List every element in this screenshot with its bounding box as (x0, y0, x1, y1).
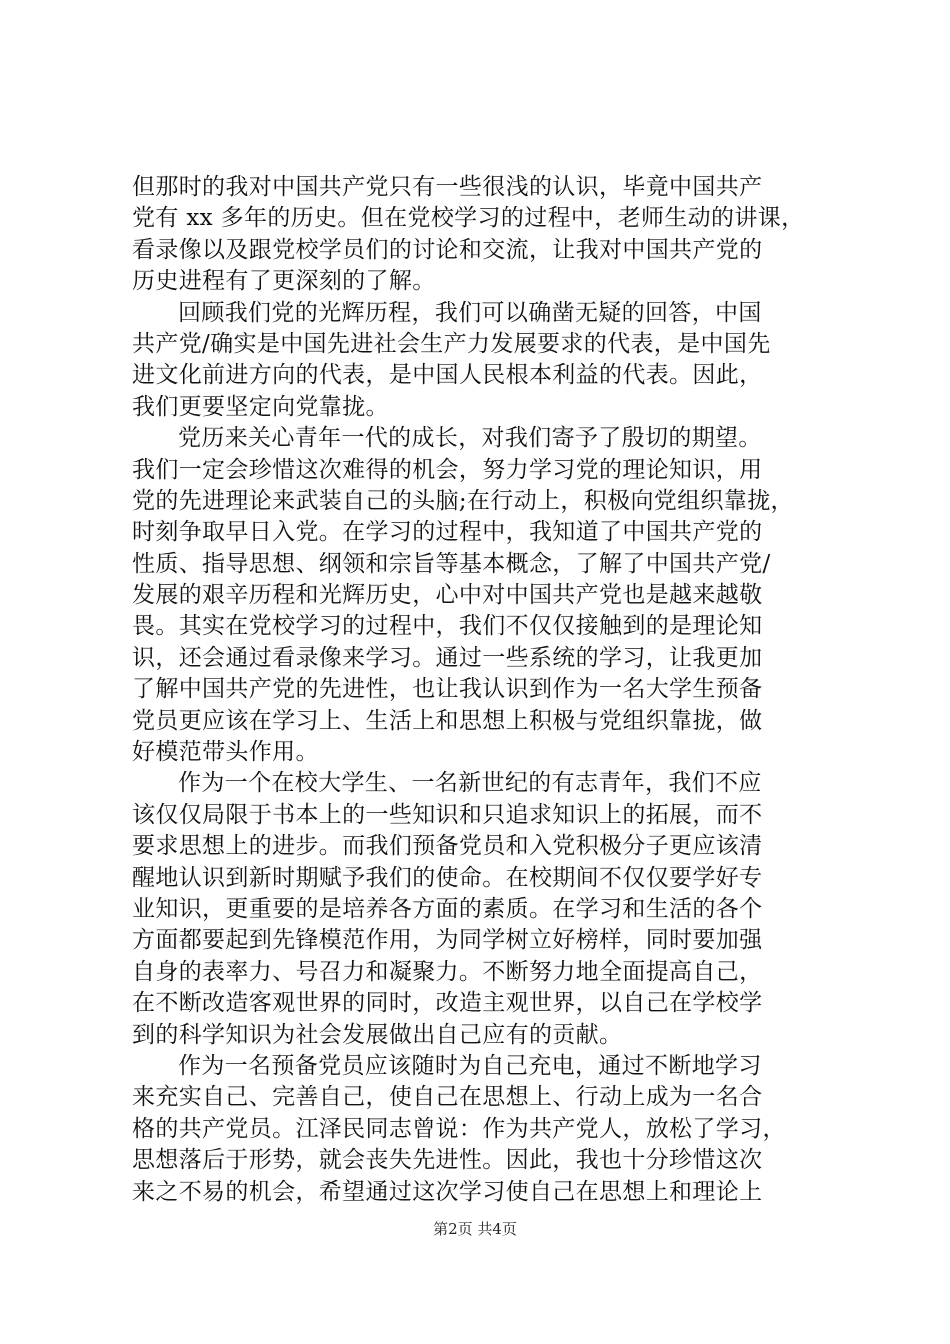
text-line: 看录像以及跟党校学员们的讨论和交流，让我对中国共产党的 (132, 236, 763, 263)
text-line: 党历来关心青年一代的成长，对我们寄予了殷切的期望。 (178, 425, 762, 452)
text-line: 共产党/确实是中国先进社会生产力发展要求的代表，是中国先 (132, 330, 771, 357)
text-line: 自身的表率力、号召力和凝聚力。不断努力地全面提高自己， (132, 958, 763, 985)
text-line: 发展的艰辛历程和光辉历史，心中对中国共产党也是越来越敬 (132, 582, 763, 609)
text-line: 党有 xx 多年的历史。但在党校学习的过程中，老师生动的讲课， (132, 205, 805, 232)
text-line: 我们一定会珍惜这次难得的机会，努力学习党的理论知识，用 (132, 456, 763, 483)
text-line: 好模范带头作用。 (132, 739, 319, 766)
text-line: 了解中国共产党的先进性，也让我认识到作为一名大学生预备 (132, 676, 763, 703)
text-line: 在不断改造客观世界的同时，改造主观世界，以自己在学校学 (132, 990, 763, 1017)
text-line: 党员更应该在学习上、生活上和思想上积极与党组织靠拢，做 (132, 707, 763, 734)
text-line: 我们更要坚定向党靠拢。 (132, 393, 389, 420)
text-line: 该仅仅局限于书本上的一些知识和只追求知识上的拓展，而不 (132, 801, 763, 828)
text-line: 来充实自己、完善自己，使自己在思想上、行动上成为一名合 (132, 1084, 763, 1111)
text-line: 时刻争取早日入党。在学习的过程中，我知道了中国共产党的 (132, 519, 763, 546)
text-line: 历史进程有了更深刻的了解。 (132, 268, 436, 295)
text-line: 作为一名预备党员应该随时为自己充电，通过不断地学习 (178, 1052, 762, 1079)
text-line: 性质、指导思想、纲领和宗旨等基本概念，了解了中国共产党/ (132, 550, 771, 577)
text-line: 识，还会通过看录像来学习。通过一些系统的学习，让我更加 (132, 644, 763, 671)
text-line: 回顾我们党的光辉历程，我们可以确凿无疑的回答，中国 (178, 299, 762, 326)
text-line: 要求思想上的进步。而我们预备党员和入党积极分子更应该清 (132, 833, 763, 860)
text-line: 党的先进理论来武装自己的头脑;在行动上，积极向党组织靠拢， (132, 487, 794, 514)
text-line: 畏。其实在党校学习的过程中，我们不仅仅接触到的是理论知 (132, 613, 763, 640)
document-body (132, 172, 832, 1208)
text-line: 业知识，更重要的是培养各方面的素质。在学习和生活的各个 (132, 895, 763, 922)
text-line: 思想落后于形势，就会丧失先进性。因此，我也十分珍惜这次 (132, 1147, 763, 1174)
text-line: 来之不易的机会，希望通过这次学习使自己在思想上和理论上 (132, 1178, 763, 1205)
text-line: 但那时的我对中国共产党只有一些很浅的认识，毕竟中国共产 (132, 174, 763, 200)
text-line: 作为一个在校大学生、一名新世纪的有志青年，我们不应 (178, 770, 762, 797)
text-line: 到的科学知识为社会发展做出自己应有的贡献。 (132, 1021, 623, 1048)
text-line: 方面都要起到先锋模范作用，为同学树立好榜样，同时要加强 (132, 927, 763, 954)
text-line: 进文化前进方向的代表，是中国人民根本利益的代表。因此， (132, 362, 763, 389)
text-line: 醒地认识到新时期赋予我们的使命。在校期间不仅仅要学好专 (132, 864, 763, 891)
page-footer: 第2页 共4页 (433, 1220, 517, 1238)
text-line: 格的共产党员。江泽民同志曾说：作为共产党人，放松了学习， (132, 1115, 786, 1142)
